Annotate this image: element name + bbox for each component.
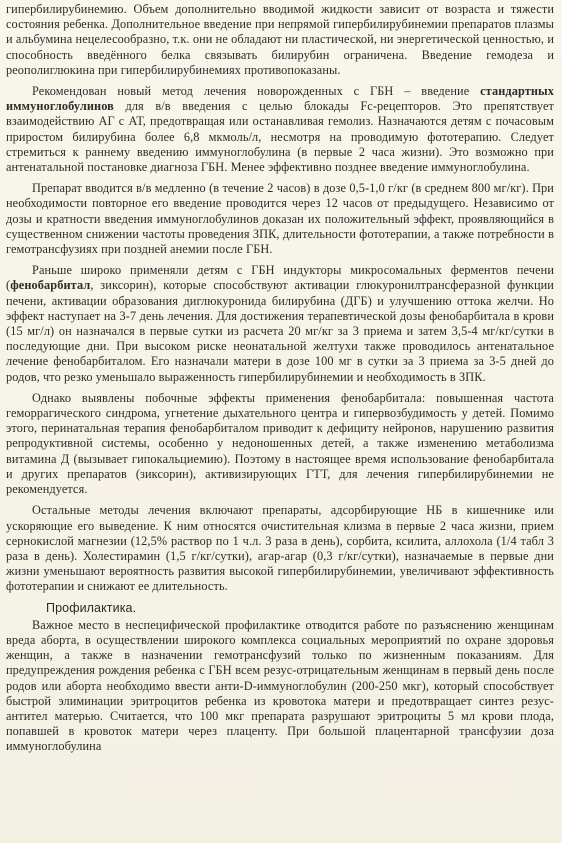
paragraph-4	[6, 263, 554, 385]
paragraph-2-part-a: Рекомендован новый метод лечения новорожденных с ГБН – введение	[32, 84, 481, 99]
paragraph-4-bold-term: фенобарбитал	[10, 278, 91, 293]
document-text	[6, 2, 554, 761]
paragraph-5: Однако выявлены побочные эффекты применения фенобарбитала: повышенная частота геморрагического синдрома, угнетение дыхательного центра и гипервозбудимость у детей. Помимо этого, перинатальная терапия фенобарбиталом приводит к дефициту нейронов, нарушению развития репродуктивной системы, особенно у недоношенных детей, а также изменению метаболизма витамина Д (вызывает гипокальциемию). Поэтому в настоящее время использование фенобарбитала и других препаратов (зиксорин), активизирующих ГТТ, для лечения гипербилирубинемии не рекомендуется.	[6, 390, 554, 497]
paragraph-2-bold-term: стандартных иммуноглобулинов	[6, 84, 554, 114]
paragraph-4-part-b: , зиксорин), которые способствуют активации глюкуронилтрансферазной функции печени, активации образования диглюкуронида билирубина (ДГБ) и улучшению оттока желчи. Но эффект наступает на 3-7 день лечения. Для достижения терапевтической дозы фенобарбитала в крови (15 мг/л) он назначался в первые сутки из расчета 20 мг/кг за 3 приема и затем 3,5-4 мг/кг/сутки в последующие дни. При высоком риске неонатальной желтухи также проводилось антенатальное лечение фенобарбиталом. Его назначали матери в дозе 100 мг в сутки за 3 приема за 3-5 дней до родов, что резко уменьшало выраженность гипербилирубинемии и необходимость в ЗПК.	[6, 278, 554, 384]
paragraph-4-part-a: Раньше широко применяли детям с ГБН индукторы микросомальных ферментов печени (	[6, 263, 554, 293]
paragraph-2-part-b: для в/в введения с целью блокады Fc-рецепторов. Это препятствует взаимодействию АГ с АТ, предотвращая или останавливая гемолиз. Назначаются детям с почасовым приростом билирубина более 6,8 мкмоль/л, несмотря на проводимую фототерапию. Следует стремиться к раннему введению иммуноглобулина (в первые 2 часа жизни). Это возможно при антенатальной постановке диагноза ГБН. Менее эффективно позднее введение иммуноглобулина.	[6, 99, 554, 175]
section-heading: Профилактика.	[46, 600, 137, 615]
paragraph-6: Остальные методы лечения включают препараты, адсорбирующие НБ в кишечнике или ускоряющие его выведение. К ним относятся очистительная клизма в первые 2 часа жизни, прием сернокислой магнезии (12,5% раствор по 1 ч.л. 3 раза в день), сорбита, ксилита, аллохола (1/4 табл 3 раза в день). Холестирамин (1,5 г/кг/сутки), агар-агар (0,3 г/кг/сутки), назначаемые в первые дни жизни уменьшают вероятность развития высокой гипербилирубинемии, увеличивают эффективность фототерапии и снижают ее длительность.	[6, 503, 554, 594]
paragraph-3: Препарат вводится в/в медленно (в течение 2 часов) в дозе 0,5-1,0 г/кг (в среднем 800 мг/кг). При необходимости повторное его введение проводится через 12 часов от предыдущего. Независимо от дозы и кратности введения иммуноглобулинов доказан их положительный эффект, проявляющийся в существенном снижении частоты проведения ЗПК, длительности фототерапии, а также потребности в гемотрансфузиях при поздней анемии после ГБН.	[6, 181, 554, 257]
paragraph-7: Важное место в неспецифической профилактике отводится работе по разъяснению женщинам вреда аборта, в осуществлении широкого комплекса социальных мероприятий по охране здоровья женщин, а также в назначении гемотрансфузий только по жизненным показаниям. Для предупреждения рождения ребенка с ГБН всем резус-отрицательным женщинам в первый день после родов или аборта необходимо ввести анти-D-иммуноглобулин (200-250 мкг), который способствует быстрой элиминации эритроцитов ребенка из кровотока матери и предотвращает синтез резус-антител матерью. Считается, что 100 мкг препарата разрушают эритроциты 5 мл крови плода, попавшей в кровоток матери через плаценту. При большой плацентарной трансфузии доза иммуноглобулина	[6, 617, 554, 754]
paragraph-1: гипербилирубинемию. Объем дополнительно вводимой жидкости зависит от возраста и тяжести состояния ребенка. Дополнительное введение при непрямой гипербилирубинемии препаратов плазмы и альбумина нецелесообразно, т.к. они не обладают ни пластической, ни энергетической ценностью, и способность введённого белка связывать билирубин ограничена. Введение гемодеза и реополиглюкина при гипербилирубинемиях противопоказаны.	[6, 2, 554, 77]
paragraph-2	[6, 84, 554, 175]
